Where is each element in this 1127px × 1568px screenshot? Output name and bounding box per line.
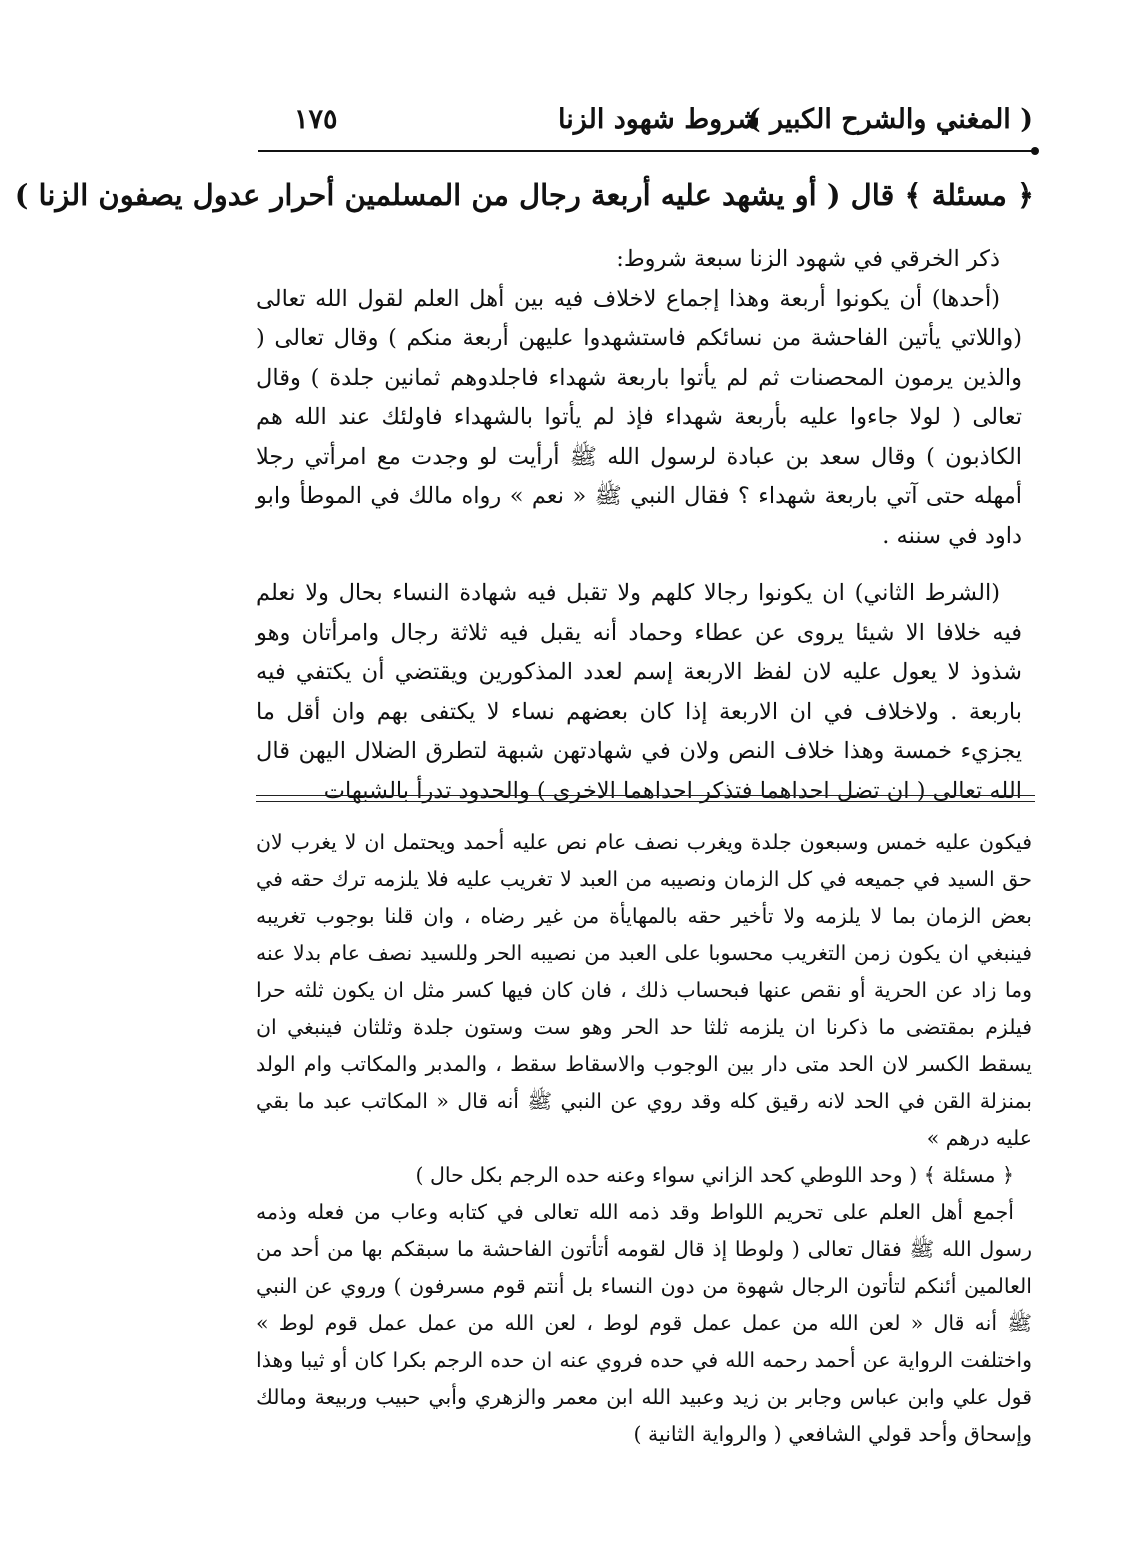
page-number: ١٧٥: [294, 104, 338, 135]
masala-text: قال ( أو يشهد عليه أربعة رجال من المسلمين أحرار عدول يصفون الزنا ): [14, 178, 895, 212]
footnote-paragraph: فيكون عليه خمس وسبعون جلدة ويغرب نصف عام نص عليه أحمد ويحتمل ان لا يغرب لان حق السيد في جميعه في كل الزمان ونصيبه من العبد لا تغريب عليه فلا يلزمه ترك حقه في بعض الزمان بما لا يلزمه ولا تأخير حقه بالمهايأة من غير رضاه ، وان قلنا بوجوب تغريبه فينبغي ان يكون زمن التغريب محسوبا على العبد من نصيبه الحر وللسيد نصف عام بدلا عنه وما زاد عن الحرية أو نقص عنها فبحساب ذلك ، فان كان فيها كسر مثل ان يكون ثلثه حرا فيلزم بمقتضى ما ذكرنا ان يلزمه ثلثا حد الحر وهو ست وستون جلدة وثلثان فينبغي ان يسقط الكسر لان الحد متى دار بين الوجوب والاسقاط سقط ، والمدبر والمكاتب وام الولد بمنزلة القن في الحد لانه رقيق كله وقد روي عن النبي ﷺ أنه قال « المكاتب عبد ما بقي عليه درهم »: [256, 830, 1032, 1150]
footnote-masala: ﴿ مسئلة ﴾ ( وحد اللوطي كحد الزاني سواء وعنه حده الرجم بكل حال ): [415, 1163, 1014, 1187]
footnote-divider-top: [256, 795, 1035, 796]
main-paragraph-first-condition: (أحدها) أن يكونوا أربعة وهذا إجماع لاخلاف فيه بين أهل العلم لقول الله تعالى (واللاتي يأتين الفاحشة من نسائكم فاستشهدوا عليهن أربعة منكم ) وقال تعالى ( والذين يرمون المحصنات ثم لم يأتوا باربعة شهداء فاجلدوهم ثمانين جلدة ) وقال تعالى ( لولا جاءوا عليه بأربعة شهداء فإذ لم يأتوا بالشهداء فاولئك عند الله هم الكاذبون ) وقال سعد بن عبادة لرسول الله ﷺ أرأيت لو وجدت مع امرأتي رجلا أمهله حتى آتي باربعة شهداء ؟ فقال النبي ﷺ « نعم » رواه مالك في الموطأ وابو داود في سننه .: [256, 285, 1022, 549]
main-paragraph-second-condition: (الشرط الثاني) ان يكونوا رجالا كلهم ولا تقبل فيه شهادة النساء بحال ولا نعلم فيه خلافا الا شيئا يروى عن عطاء وحماد أنه يقبل فيه ثلاثة رجال وامرأتان وهو شذوذ لا يعول عليه لان لفظ الاربعة إسم لعدد المذكورين ويقتضي أن يكتفي فيه باربعة . ولاخلاف في ان الاربعة إذا كان بعضهم نساء لا يكتفى بهم وان أقل ما يجزيء خمسة وهذا خلاف النص ولان في شهادتهن شبهة لتطرق الضلال اليهن قال الله تعالى ( ان تضل احداهما فتذكر احداهما الاخرى ) والحدود تدرأ بالشبهات: [256, 580, 1022, 804]
chapter-title: شروط شهود الزنا: [558, 104, 760, 135]
masala-heading: [14, 178, 1034, 212]
header-rule: [258, 150, 1035, 152]
main-paragraph-intro: ذكر الخرقي في شهود الزنا سبعة شروط:: [616, 246, 1000, 272]
running-header: [258, 100, 1033, 150]
footnote-divider-bottom: [256, 801, 1035, 802]
masala-label: ﴿ مسئلة ﴾: [904, 178, 1034, 212]
book-title: ( المغني والشرح الكبير ): [747, 104, 1033, 135]
main-text: [256, 240, 1022, 811]
footnote-paragraph: أجمع أهل العلم على تحريم اللواط وقد ذمه الله تعالى في كتابه وعاب من فعله وذمه رسول الله ﷺ فقال تعالى ( ولوطا إذ قال لقومه أتأتون الفاحشة ما سبقكم بها من أحد من العالمين أئنكم لتأتون الرجال شهوة من دون النساء بل أنتم قوم مسرفون ) وروي عن النبي ﷺ أنه قال « لعن الله من عمل عمل قوم لوط ، لعن الله من عمل عمل قوم لوط » واختلفت الرواية عن أحمد رحمه الله في حده فروي عنه ان حده الرجم بكرا كان أو ثيبا وهذا قول علي وابن عباس وجابر بن زيد وعبيد الله ابن معمر والزهري وأبي حبيب وربيعة ومالك وإسحاق وأحد قولي الشافعي ( والرواية الثانية ): [256, 1200, 1032, 1446]
footnote-text: [256, 824, 1032, 1453]
